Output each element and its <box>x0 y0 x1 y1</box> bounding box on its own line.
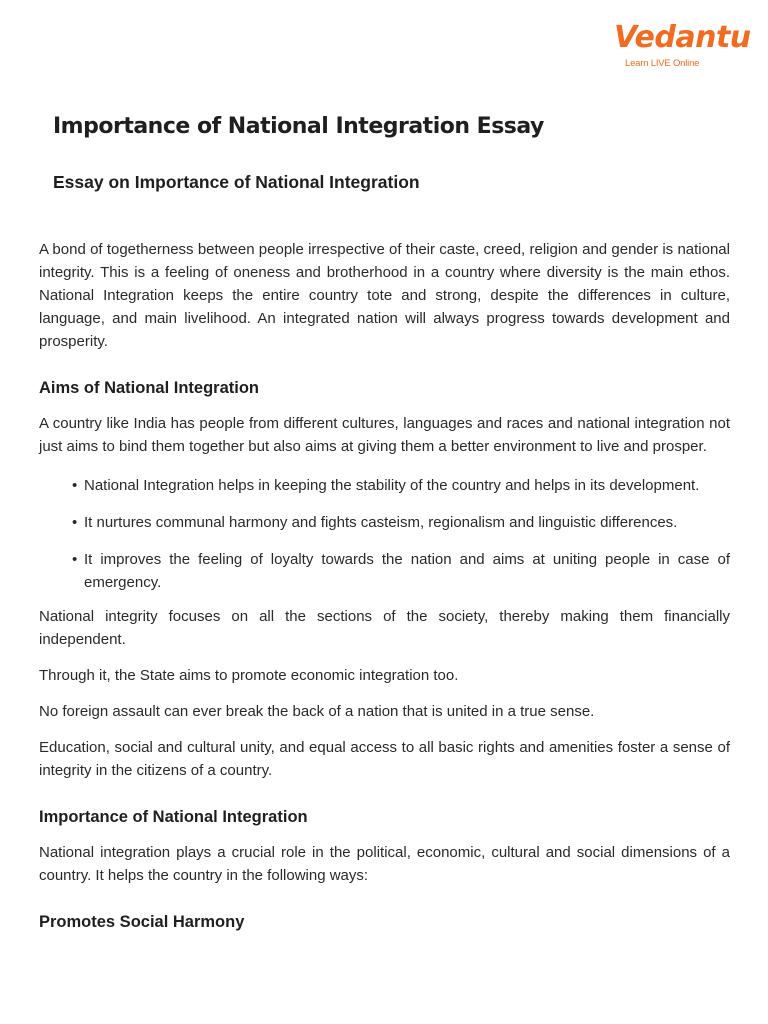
list-item <box>39 511 730 534</box>
bullet-icon: • <box>72 551 78 568</box>
list-item-text: National Integration helps in keeping the stability of the country and helps in its development. <box>84 477 700 494</box>
aims-paragraph: A country like India has people from different cultures, languages and races and national integration not just aims to bind them together but also aims at giving them a better environment to live and prosper. <box>39 415 730 455</box>
list-item-text: It improves the feeling of loyalty towards the nation and aims at uniting people in case of emergency. <box>84 551 730 591</box>
intro-paragraph: A bond of togetherness between people irrespective of their caste, creed, religion and gender is national integrity. This is a feeling of oneness and brotherhood in a country where diversity is the main ethos. National Integration keeps the entire country tote and strong, despite the differences in culture, language, and main livelihood. An integrated nation will always progress towards development and prosperity. <box>39 241 730 350</box>
financial-paragraph: National integrity focuses on all the sections of the society, thereby making them financially independent. <box>39 608 730 648</box>
logo-tagline: Learn LIVE Online <box>625 58 700 69</box>
list-item <box>39 548 730 594</box>
bullet-icon: • <box>72 477 78 494</box>
social-harmony-heading: Promotes Social Harmony <box>39 913 245 931</box>
essay-body <box>39 238 730 932</box>
logo-wordmark: Vedantu <box>614 20 751 55</box>
page-title: Importance of National Integration Essay <box>53 114 544 139</box>
page-subtitle: Essay on Importance of National Integration <box>53 172 420 192</box>
economic-paragraph: Through it, the State aims to promote economic integration too. <box>39 667 459 684</box>
aims-bullet-list <box>39 474 730 594</box>
bullet-icon: • <box>72 514 78 531</box>
aims-heading: Aims of National Integration <box>39 379 260 397</box>
list-item <box>39 474 730 497</box>
education-paragraph: Education, social and cultural unity, and equal access to all basic rights and amenities foster a sense of integrity in the citizens of a country. <box>39 739 730 779</box>
importance-heading: Importance of National Integration <box>39 808 308 826</box>
vedantu-logo <box>600 20 751 72</box>
importance-paragraph: National integration plays a crucial role in the political, economic, cultural and social dimensions of a country. It helps the country in the following ways: <box>39 844 730 884</box>
list-item-text: It nurtures communal harmony and fights casteism, regionalism and linguistic differences. <box>84 514 678 531</box>
foreign-assault-paragraph: No foreign assault can ever break the back of a nation that is united in a true sense. <box>39 703 595 720</box>
